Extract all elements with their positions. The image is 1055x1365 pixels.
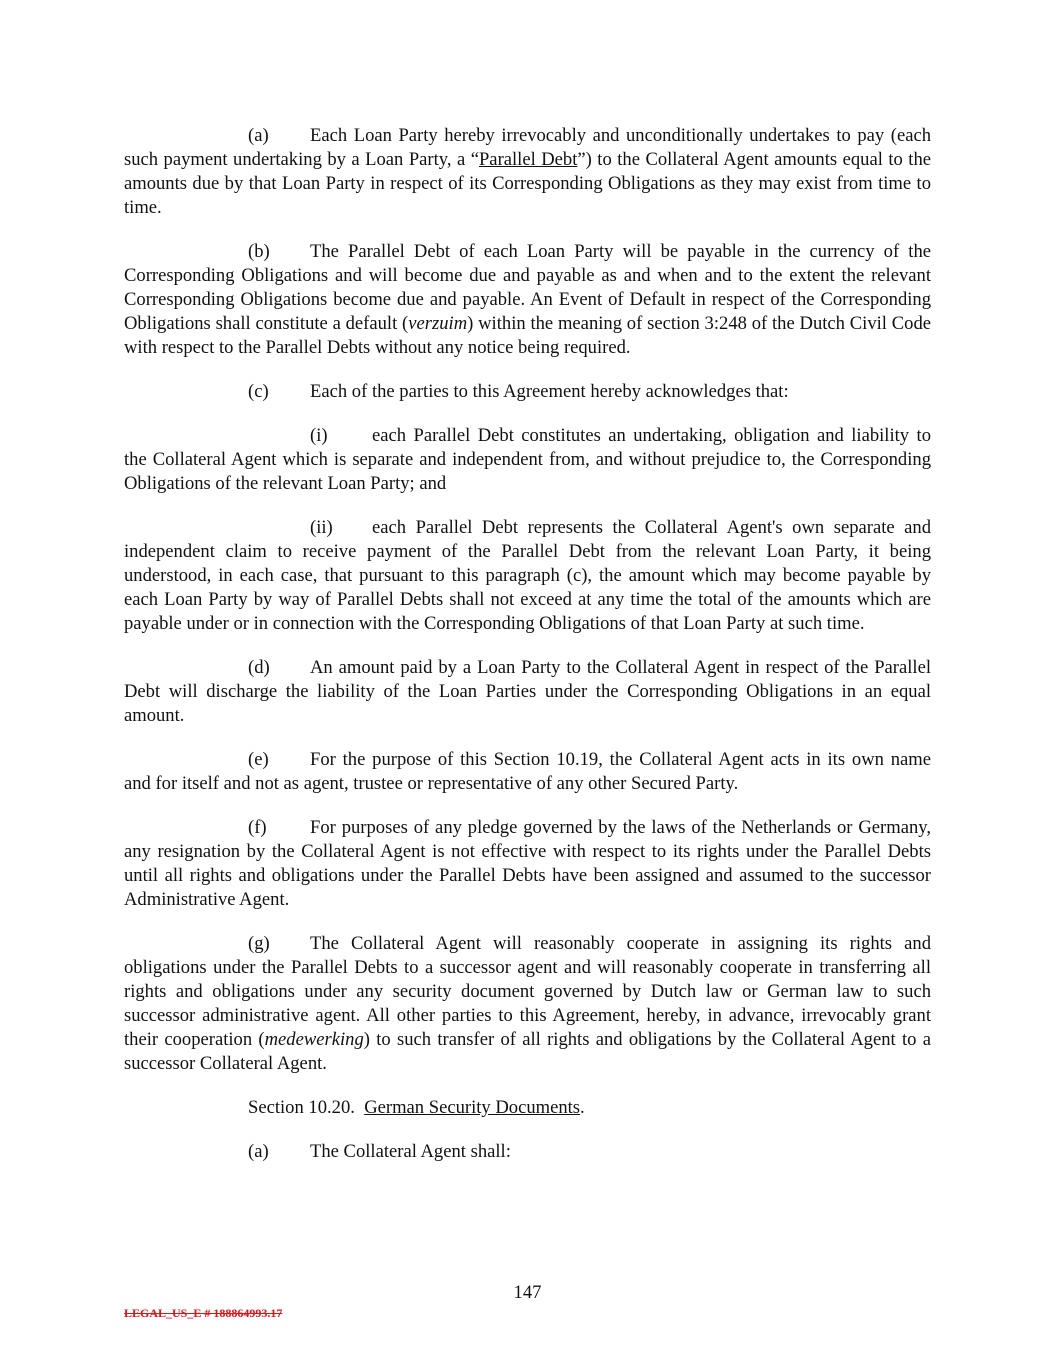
italic-term-medewerking: medewerking	[264, 1029, 364, 1050]
paragraph-label: (d)	[248, 657, 270, 678]
paragraph-d: (d) An amount paid by a Loan Party to the Collateral Agent in respect of the Parallel Debt will discharge the liability of the Loan Parties under the Corresponding Obligations in an equal amount.	[124, 657, 931, 726]
paragraph-c-ii: (ii) each Parallel Debt represents the Collateral Agent's own separate and independent claim to receive payment of the Parallel Debt from the relevant Loan Party, it being understood, in each case, that pursuant to this paragraph (c), the amount which may become payable by each Loan Party by way of Parallel Debts shall not exceed at any time the total of the amounts which are payable under or in connection with the Corresponding Obligations of that Loan Party at such time.	[124, 517, 931, 634]
paragraph-f: (f) For purposes of any pledge governed by the laws of the Netherlands or Germany, any resignation by the Collateral Agent is not effective with respect to its rights under the Parallel Debts until all rights and obligations under the Parallel Debts have been assigned and assumed to the successor Administrative Agent.	[124, 817, 931, 910]
section-number: Section 10.20.	[248, 1097, 355, 1118]
paragraph-label: (i)	[310, 425, 328, 446]
paragraph-label: (a)	[248, 1141, 269, 1162]
paragraph-c: (c) Each of the parties to this Agreement hereby acknowledges that:	[248, 381, 789, 402]
italic-term-verzuim: verzuim	[408, 313, 468, 334]
paragraph-label: (c)	[248, 381, 269, 402]
paragraph-b: (b) The Parallel Debt of each Loan Party will be payable in the currency of the Corresponding Obligations and will become due and payable as and when and to the extent the relevant Corresponding Obligations become due and payable. An Event of Default in respect of the Corresponding Obligations shall constitute a default (verzuim) within the meaning of section 3:248 of the Dutch Civil Code with respect to the Parallel Debts without any notice being required.	[124, 241, 931, 358]
section-10-20-paragraph-a: (a) The Collateral Agent shall:	[248, 1141, 511, 1162]
paragraph-label: (e)	[248, 749, 269, 770]
paragraph-a: (a) Each Loan Party hereby irrevocably and unconditionally undertakes to pay (each such payment undertaking by a Loan Party, a “Parallel Debt”) to the Collateral Agent amounts equal to the amounts due by that Loan Party in respect of its Corresponding Obligations as they may exist from time to time.	[124, 125, 931, 218]
paragraph-label: (a)	[248, 125, 269, 146]
paragraph-label: (ii)	[310, 517, 333, 538]
section-title: German Security Documents	[364, 1097, 581, 1118]
paragraph-label: (f)	[248, 817, 267, 838]
document-page	[124, 124, 931, 1184]
paragraph-label: (b)	[248, 241, 270, 262]
defined-term-parallel-debt: Parallel Debt	[478, 149, 578, 170]
paragraph-label: (g)	[248, 933, 270, 954]
paragraph-g: (g) The Collateral Agent will reasonably cooperate in assigning its rights and obligations under the Parallel Debts to a successor agent and will reasonably cooperate in transferring all rights and obligations under any security document governed by Dutch law or German law to such successor administrative agent. All other parties to this Agreement, hereby, in advance, irrevocably grant their cooperation (medewerking) to such transfer of all rights and obligations by the Collateral Agent to a successor Collateral Agent.	[124, 933, 931, 1074]
footer-document-id: LEGAL_US_E # 188864993.17	[124, 1306, 283, 1320]
paragraph-c-i: (i) each Parallel Debt constitutes an undertaking, obligation and liability to the Collateral Agent which is separate and independent from, and without prejudice to, the Corresponding Obligations of the relevant Loan Party; and	[124, 425, 931, 494]
page-number: 147	[513, 1282, 542, 1303]
section-heading-10-20: Section 10.20. German Security Documents.	[248, 1097, 585, 1118]
paragraph-e: (e) For the purpose of this Section 10.19, the Collateral Agent acts in its own name and for itself and not as agent, trustee or representative of any other Secured Party.	[124, 749, 931, 794]
